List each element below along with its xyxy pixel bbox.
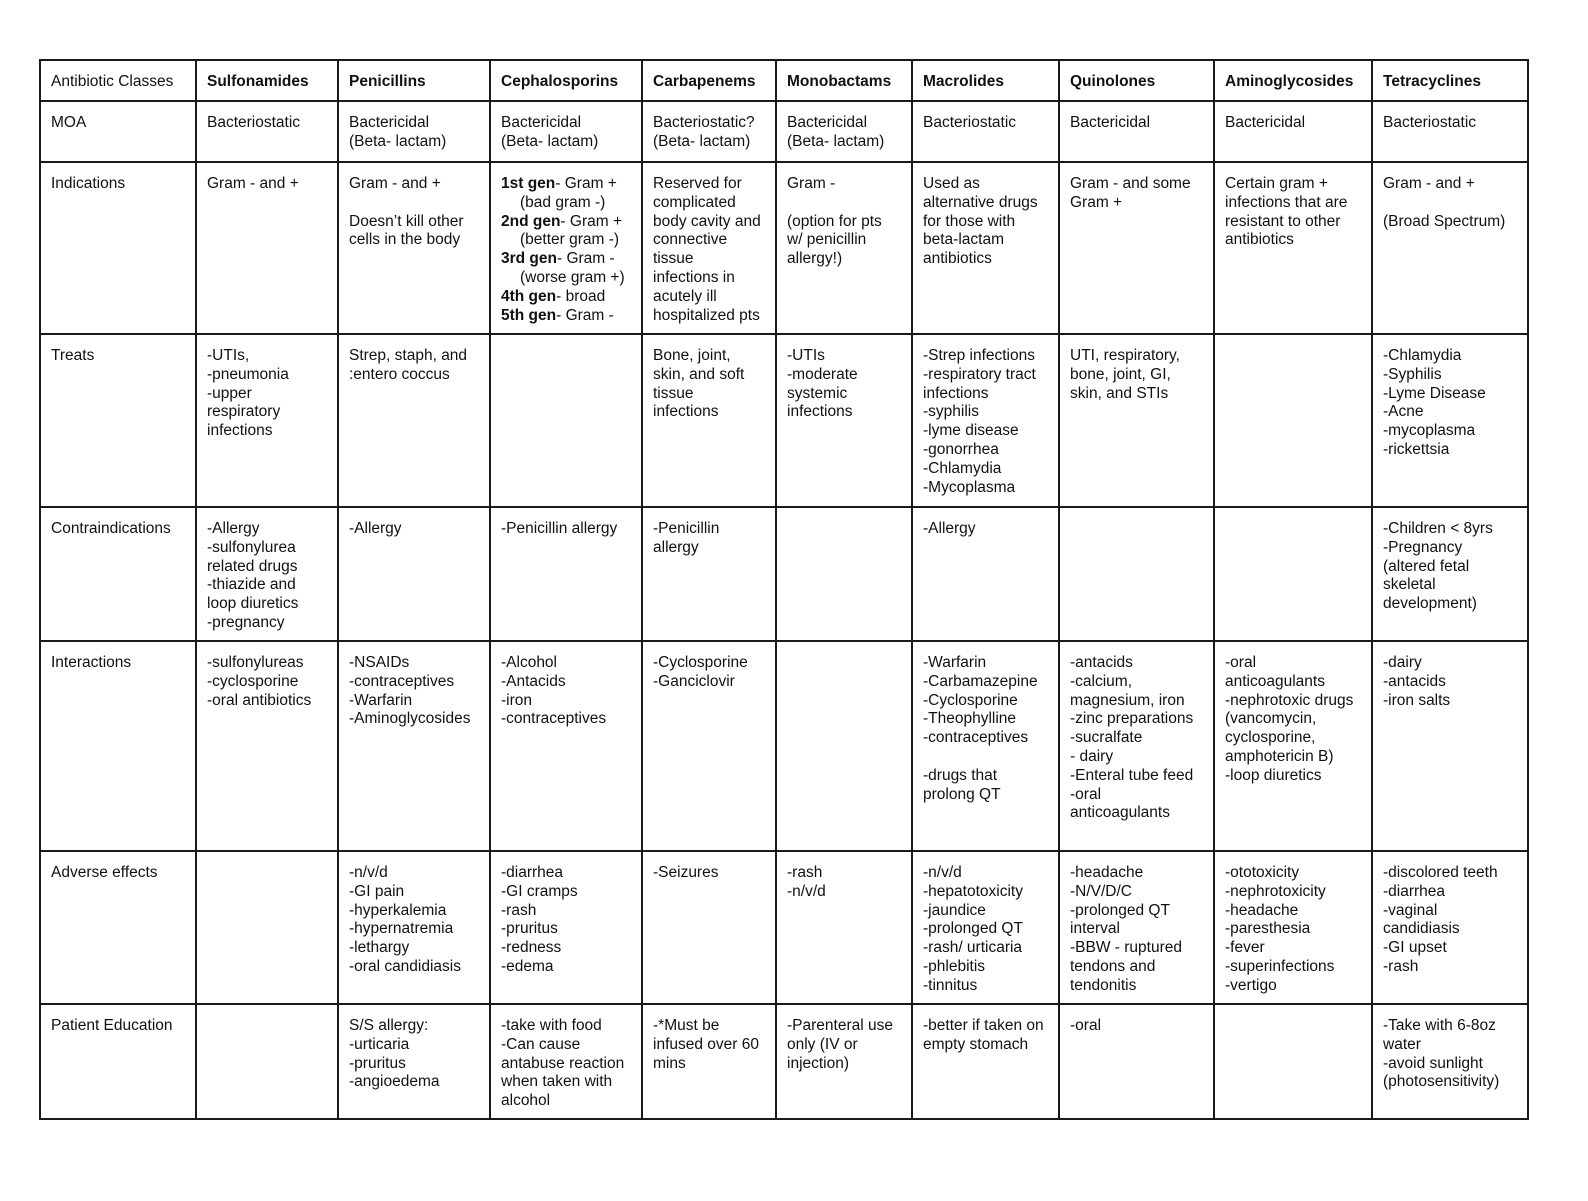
generation-name: 1st gen [501,175,556,192]
cell-penicillins: Bactericidal (Beta- lactam) [338,101,490,162]
cell-cephalosporins: -take with food -Can cause antabuse reaction when taken with alcohol [490,1004,642,1119]
cell-tetracyclines: Gram - and + (Broad Spectrum) [1372,162,1528,334]
cell-penicillins: S/S allergy: -urticaria -pruritus -angioedema [338,1004,490,1119]
cell-cephalosporins: Bactericidal (Beta- lactam) [490,101,642,162]
class-header-sulfonamides: Sulfonamides [196,60,338,101]
cell-tetracyclines: -dairy -antacids -iron salts [1372,641,1528,851]
cell-monobactams: -Parenteral use only (IV or injection) [776,1004,912,1119]
generation-coverage: - Gram + [555,175,617,192]
cell-sulfonamides: -sulfonylureas -cyclosporine -oral antibiotics [196,641,338,851]
cell-sulfonamides [196,1004,338,1119]
cell-cephalosporins: -diarrhea -GI cramps -rash -pruritus -redness -edema [490,851,642,1004]
row-label: Adverse effects [40,851,196,1004]
row-label: MOA [40,101,196,162]
cell-monobactams: Bactericidal (Beta- lactam) [776,101,912,162]
cell-macrolides: -Allergy [912,507,1059,641]
cell-macrolides: Used as alternative drugs for those with beta-lactam antibiotics [912,162,1059,334]
generation-coverage: - Gram - [556,250,615,268]
patient-education-row [40,1004,1528,1119]
generation-line [501,175,635,194]
row-label: Patient Education [40,1004,196,1119]
cell-quinolones: Bactericidal [1059,101,1214,162]
cell-aminoglycosides: -oral anticoagulants -nephrotoxic drugs (vancomycin, cyclosporine, amphotericin B) -loop diuretics [1214,641,1372,851]
cell-cephalosporins: -Alcohol -Antacids -iron -contraceptives [490,641,642,851]
header-label-cell: Antibiotic Classes [40,60,196,101]
moa-row [40,101,1528,162]
cell-quinolones: -oral [1059,1004,1214,1119]
cell-aminoglycosides [1214,334,1372,507]
cell-monobactams: Gram - (option for pts w/ penicillin allergy!) [776,162,912,334]
generation-coverage: - Gram - [556,306,614,324]
cell-quinolones: -antacids -calcium, magnesium, iron -zinc preparations -sucralfate - dairy -Enteral tube feed -oral anticoagulants [1059,641,1214,851]
cell-macrolides: -better if taken on empty stomach [912,1004,1059,1119]
cell-tetracyclines: Bacteriostatic [1372,101,1528,162]
cell-aminoglycosides: Certain gram + infections that are resistant to other antibiotics [1214,162,1372,334]
interactions-row [40,641,1528,851]
cell-aminoglycosides: -ototoxicity -nephrotoxicity -headache -paresthesia -fever -superinfections -vertigo [1214,851,1372,1004]
cell-monobactams [776,507,912,641]
cell-quinolones: Gram - and some Gram + [1059,162,1214,334]
cell-macrolides: Bacteriostatic [912,101,1059,162]
cell-carbapenems: Bacteriostatic? (Beta- lactam) [642,101,776,162]
cell-tetracyclines: -discolored teeth -diarrhea -vaginal candidiasis -GI upset -rash [1372,851,1528,1004]
cell-macrolides: -n/v/d -hepatotoxicity -jaundice -prolonged QT -rash/ urticaria -phlebitis -tinnitus [912,851,1059,1004]
cell-carbapenems: -Penicillin allergy [642,507,776,641]
cell-tetracyclines: -Chlamydia -Syphilis -Lyme Disease -Acne -mycoplasma -rickettsia [1372,334,1528,507]
cell-carbapenems: -Seizures [642,851,776,1004]
indications-row [40,162,1528,334]
adverse-effects-row [40,851,1528,1004]
class-header-aminoglycosides: Aminoglycosides [1214,60,1372,101]
cell-carbapenems: -Cyclosporine -Ganciclovir [642,641,776,851]
cell-sulfonamides: -Allergy -sulfonylurea related drugs -thiazide and loop diuretics -pregnancy [196,507,338,641]
class-header-macrolides: Macrolides [912,60,1059,101]
header-row [40,60,1528,101]
row-label: Interactions [40,641,196,851]
generation-name: 4th gen [501,287,557,305]
cell-cephalosporins [490,334,642,507]
cell-aminoglycosides [1214,1004,1372,1119]
cell-carbapenems: -*Must be infused over 60 mins [642,1004,776,1119]
generation-coverage: - broad [556,287,606,305]
cell-penicillins: -Allergy [338,507,490,641]
cell-penicillins: Strep, staph, and :entero coccus [338,334,490,507]
cell-cephalosporins: -Penicillin allergy [490,507,642,641]
cell-aminoglycosides [1214,507,1372,641]
cell-penicillins: -n/v/d -GI pain -hyperkalemia -hypernatremia -lethargy -oral candidiasis [338,851,490,1004]
generation-line [501,307,635,326]
treats-row [40,334,1528,507]
row-label: Contraindications [40,507,196,641]
cell-sulfonamides: -UTIs, -pneumonia -upper respiratory infections [196,334,338,507]
cell-macrolides: -Warfarin -Carbamazepine -Cyclosporine -Theophylline -contraceptives -drugs that prolong QT [912,641,1059,851]
contraindications-row [40,507,1528,641]
row-label: Treats [40,334,196,507]
cell-tetracyclines: -Take with 6-8oz water -avoid sunlight (photosensitivity) [1372,1004,1528,1119]
row-label: Indications [40,162,196,334]
generation-name: 2nd gen [501,212,561,230]
generation-name: 5th gen [501,306,557,324]
cell-sulfonamides: Bacteriostatic [196,101,338,162]
cell-quinolones: UTI, respiratory, bone, joint, GI, skin, and STIs [1059,334,1214,507]
class-header-monobactams: Monobactams [776,60,912,101]
class-header-carbapenems: Carbapenems [642,60,776,101]
generation-note: (bad gram -) [520,193,606,211]
antibiotic-classes-table [39,59,1529,1120]
cell-monobactams [776,641,912,851]
class-header-penicillins: Penicillins [338,60,490,101]
generation-line [501,213,635,232]
class-header-quinolones: Quinolones [1059,60,1214,101]
generation-note: (worse gram +) [520,268,625,286]
cell-tetracyclines: -Children < 8yrs -Pregnancy (altered fetal skeletal development) [1372,507,1528,641]
cell-penicillins: -NSAIDs -contraceptives -Warfarin -Aminoglycosides [338,641,490,851]
generation-coverage: - Gram + [560,212,622,230]
cell-macrolides: -Strep infections -respiratory tract infections -syphilis -lyme disease -gonorrhea -Chlamydia -Mycoplasma [912,334,1059,507]
cell-quinolones [1059,507,1214,641]
cell-carbapenems: Reserved for complicated body cavity and connective tissue infections in acutely ill hospitalized pts [642,162,776,334]
cell-carbapenems: Bone, joint, skin, and soft tissue infections [642,334,776,507]
cell-quinolones: -headache -N/V/D/C -prolonged QT interval -BBW - ruptured tendons and tendonitis [1059,851,1214,1004]
cell-aminoglycosides: Bactericidal [1214,101,1372,162]
cell-sulfonamides [196,851,338,1004]
generation-name: 3rd gen [501,250,557,268]
class-header-cephalosporins: Cephalosporins [490,60,642,101]
cell-monobactams: -UTIs -moderate systemic infections [776,334,912,507]
cell-sulfonamides: Gram - and + [196,162,338,334]
generation-line [501,250,635,269]
generation-note: (better gram -) [520,231,620,249]
cell-cephalosporins [490,162,642,334]
cell-monobactams: -rash -n/v/d [776,851,912,1004]
cell-penicillins: Gram - and + Doesn’t kill other cells in the body [338,162,490,334]
generation-line [501,288,635,307]
class-header-tetracyclines: Tetracyclines [1372,60,1528,101]
